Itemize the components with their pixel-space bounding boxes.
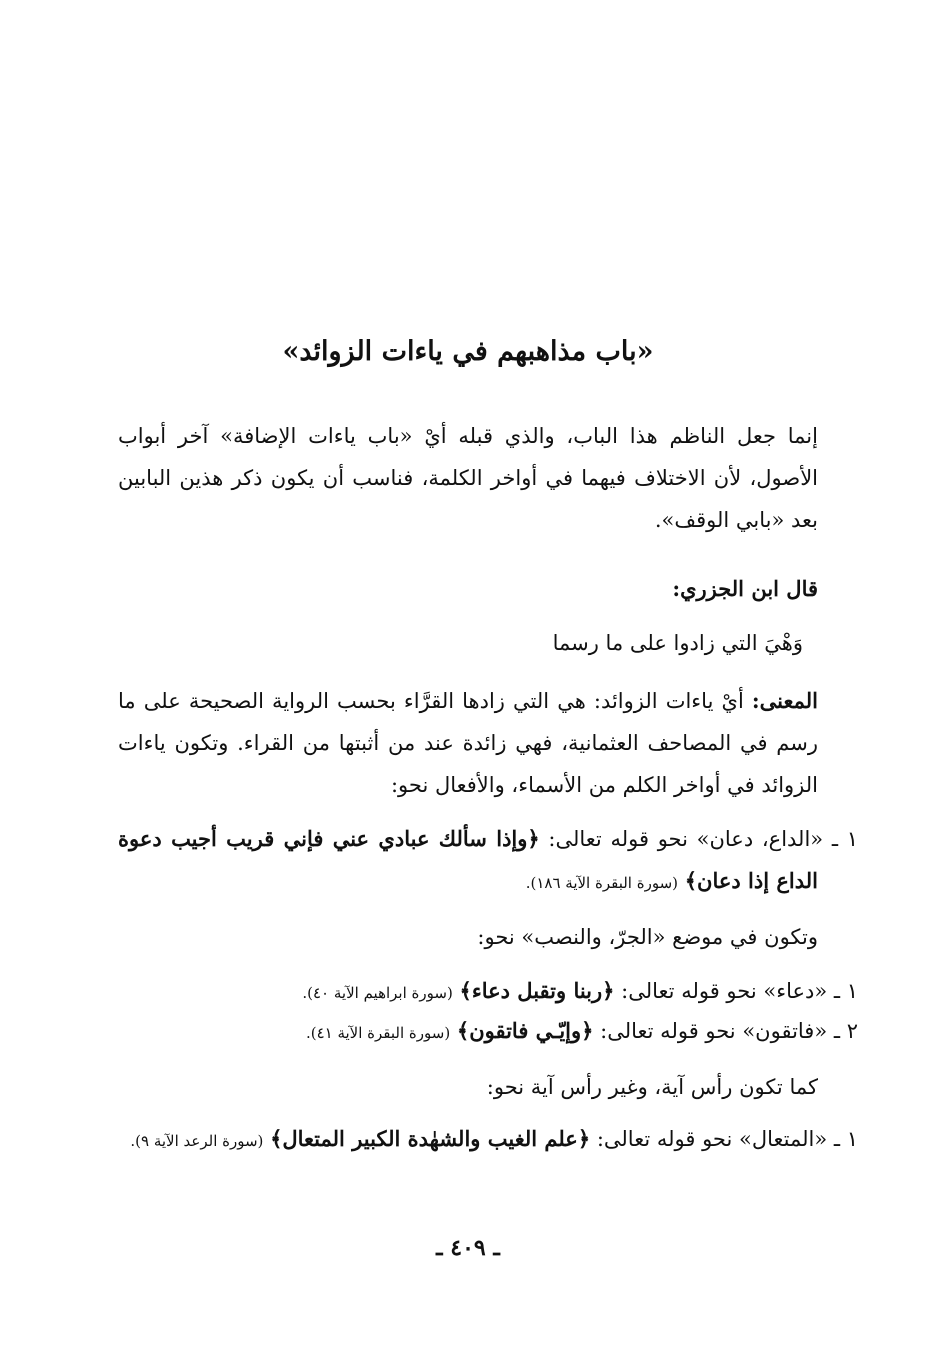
chapter-title: «باب مذاهبهم في ياءات الزوائد» <box>282 336 654 367</box>
list-item <box>118 1118 858 1162</box>
item-lead: «المتعال» نحو قوله تعالى: <box>596 1127 828 1151</box>
list-item <box>118 1010 858 1054</box>
quran-verse: ﴿ربنا وتقبل دعاء﴾ <box>459 978 615 1003</box>
quran-verse: ﴿وإيّـي فاتقون﴾ <box>456 1018 594 1043</box>
verse-reference: (سورة ابراهيم الآية ٤٠). <box>302 984 453 1002</box>
item-lead: «فاتقون» نحو قوله تعالى: <box>600 1019 828 1043</box>
intro-paragraph <box>118 415 858 541</box>
quote-heading: قال ابن الجزري: <box>672 576 818 601</box>
verse-reference: (سورة البقرة الآية ١٨٦). <box>525 874 679 892</box>
item-number: ٢ ـ <box>833 1019 858 1043</box>
verse-reference: (سورة البقرة الآية ٤١). <box>305 1024 451 1042</box>
item-number: ١ ـ <box>833 979 858 1003</box>
meaning-text: أيْ ياءات الزوائد: هي التي زادها القرَّاء بحسب الرواية الصحيحة على ما رسم في المصاحف العثمانية، فهي زائدة عند من أثبتها من القراء. وتكون ياءات الزوائد في أواخر الكلم من الأسماء، والأفعال نحو: <box>118 689 818 797</box>
list-item <box>118 970 858 1014</box>
poem-verse: وَهْيَ التي زادوا على ما رسما <box>552 631 803 655</box>
meaning-label: المعنى: <box>751 688 818 713</box>
item-lead: «الداع، دعان» نحو قوله تعالى: <box>548 827 824 851</box>
meaning-paragraph <box>118 680 858 806</box>
item-lead: «دعاء» نحو قوله تعالى: <box>621 979 828 1003</box>
list-item <box>118 818 858 904</box>
quran-verse: ﴿وإذا سألك عبادي عني فإني قريب أجيب دعوة الداع إذا دعان﴾ <box>118 826 818 893</box>
verse-reference: (سورة الرعد الآية ٩). <box>130 1132 264 1150</box>
section-intro: كما تكون رأس آية، وغير رأس آية نحو: <box>486 1075 818 1099</box>
page-number: ـ ٤٠٩ ـ <box>436 1235 500 1261</box>
quran-verse: ﴿علم الغيب والشهٰدة الكبير المتعال﴾ <box>270 1126 591 1151</box>
item-number: ١ ـ <box>831 827 858 851</box>
item-number: ١ ـ <box>833 1127 858 1151</box>
intro-text: إنما جعل الناظم هذا الباب، والذي قبله أيْ «باب ياءات الإضافة» آخر أبواب الأصول، لأن الاختلاف فيهما في أواخر الكلمة، فناسب أن يكون ذكر هذين البابين بعد «بابي الوقف». <box>118 424 818 532</box>
section-intro: وتكون في موضع «الجرّ، والنصب» نحو: <box>477 925 818 949</box>
